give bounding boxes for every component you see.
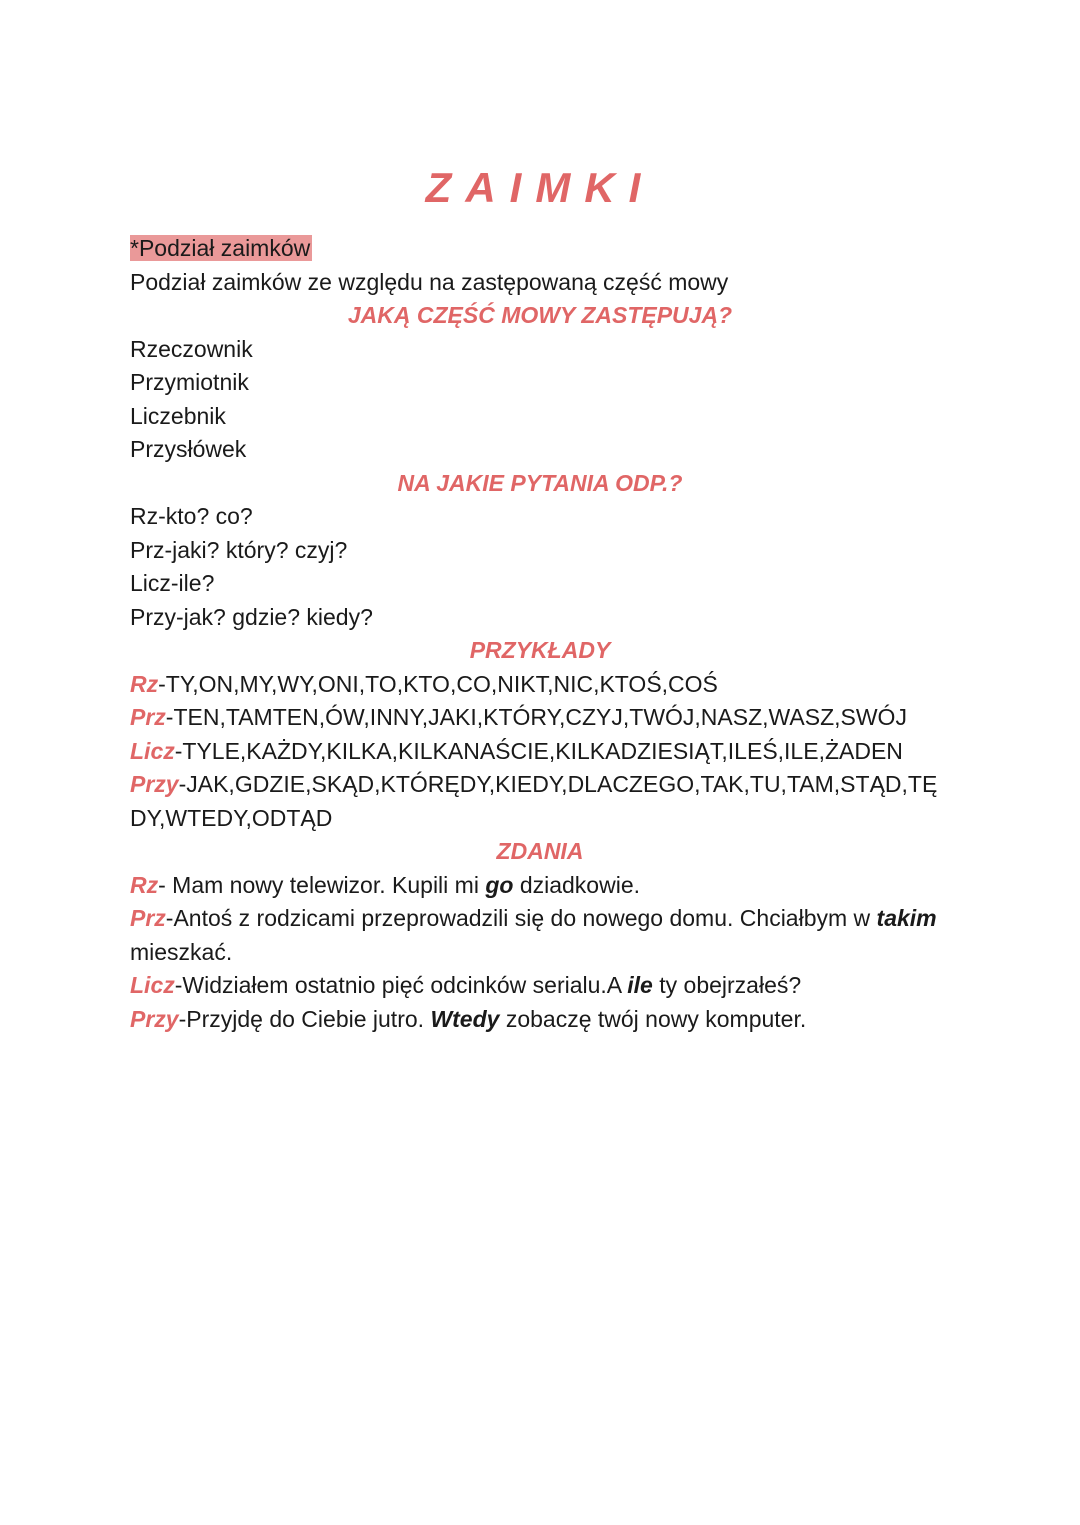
question-item: Prz-jaki? który? czyj? [130, 536, 348, 563]
question-item: Licz-ile? [130, 570, 215, 596]
example-text: -JAK,GDZIE,SKĄD,KTÓRĘDY,KIEDY,DLACZEGO,TAK,TU,TAM,STĄD,TĘDY,WTEDY,ODTĄD [130, 771, 938, 831]
sentence-pronoun: ile [627, 972, 653, 998]
sentence-prefix: Prz [130, 905, 166, 931]
example-row [130, 768, 950, 835]
sentence-text: dziadkowie. [513, 871, 641, 898]
sentence-text: -Przyjdę do Ciebie jutro. [178, 1005, 431, 1032]
part-of-speech-item: Przysłówek [130, 436, 247, 462]
part-of-speech-item: Liczebnik [130, 402, 226, 429]
intro-text: Podział zaimków ze względu na zastępowaną część mowy [130, 268, 729, 295]
heading-sentences: ZDANIA [496, 838, 584, 864]
example-prefix: Przy [130, 771, 179, 797]
sentence-text: mieszkać. [130, 938, 233, 965]
sentence-text: -Widziałem ostatnio pięć odcinków serialu.A [174, 972, 628, 998]
question-item: Rz-kto? co? [130, 503, 253, 529]
heading-parts-of-speech: JAKĄ CZĘŚĆ MOWY ZASTĘPUJĄ? [347, 302, 733, 328]
example-row [130, 668, 950, 702]
document-body [130, 160, 950, 1036]
sentence-pronoun: Wtedy [430, 1005, 500, 1032]
example-prefix: Prz [130, 704, 166, 730]
sentence-prefix: Przy [130, 1005, 179, 1032]
sentence-pronoun: go [485, 871, 514, 898]
sentence-text: -Antoś z rodzicami przeprowadzili się do nowego domu. Chciałbym w [165, 905, 877, 931]
part-of-speech-item: Przymiotnik [130, 369, 249, 395]
sentence-row [130, 902, 950, 969]
sentence-prefix: Licz [130, 972, 175, 998]
sentence-row [130, 1003, 950, 1037]
sentence-text: ty obejrzałeś? [652, 972, 802, 998]
page-title: ZAIMKI [425, 164, 655, 211]
example-row [130, 701, 950, 735]
example-text: -TYLE,KAŻDY,KILKA,KILKANAŚCIE,KILKADZIESIĄT,ILEŚ,ILE,ŻADEN [174, 737, 903, 764]
example-prefix: Rz [130, 670, 159, 697]
heading-questions: NA JAKIE PYTANIA ODP.? [397, 469, 683, 496]
sentence-text: zobaczę twój nowy komputer. [499, 1005, 807, 1032]
example-prefix: Licz [130, 737, 175, 764]
heading-examples: PRZYKŁADY [469, 637, 611, 663]
sentence-text: - Mam nowy telewizor. Kupili mi [158, 871, 486, 898]
part-of-speech-item: Rzeczownik [130, 335, 253, 362]
sentence-row [130, 969, 950, 1003]
question-item: Przy-jak? gdzie? kiedy? [130, 603, 373, 630]
sentence-prefix: Rz [130, 871, 159, 898]
sentence-pronoun: takim [876, 905, 937, 931]
example-row [130, 735, 950, 769]
example-text: -TY,ON,MY,WY,ONI,TO,KTO,CO,NIKT,NIC,KTOŚ,COŚ [158, 670, 718, 697]
section-label: *Podział zaimków [130, 235, 311, 261]
sentence-row [130, 869, 950, 903]
section-label-line [130, 232, 950, 266]
example-text: -TEN,TAMTEN,ÓW,INNY,JAKI,KTÓRY,CZYJ,TWÓJ,NASZ,WASZ,SWÓJ [165, 704, 907, 730]
